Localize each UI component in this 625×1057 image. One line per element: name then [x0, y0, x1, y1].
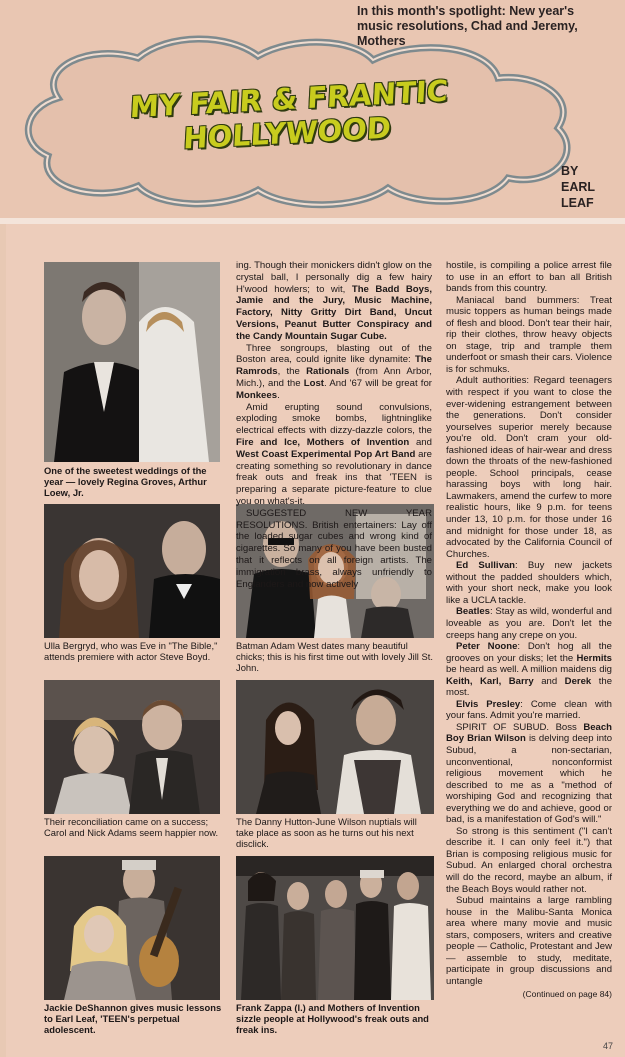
text-run: . And '67 will be great for — [324, 377, 433, 389]
paragraph — [446, 641, 612, 699]
text-run: are creating something so revolutionary in dance freak outs and freak ins that 'TEEN is preparing a separate picture-feature to clue you on what's-it. — [236, 448, 432, 507]
paragraph — [446, 606, 612, 641]
article-column-right — [446, 260, 612, 1001]
text-run: the most. — [446, 675, 612, 699]
photo-ulla-steve — [44, 504, 220, 638]
photo-jackie-deshannon — [44, 856, 220, 1000]
text-run: Three songroups, blasting out of the Boston area, could ignite like dynamite: — [236, 342, 432, 366]
text-run: : Come clean with your fans. Admit you're married. — [446, 698, 612, 722]
article-column-middle — [236, 260, 432, 590]
text-run-bold: Elvis Presley — [456, 698, 521, 710]
text-run: and — [533, 675, 565, 687]
byline-first-name: EARL — [561, 180, 596, 194]
text-run: and — [409, 436, 432, 448]
text-run-bold: Hermits — [576, 652, 612, 664]
caption-jackie-deshannon: Jackie DeShannon gives music lessons to Earl Leaf, 'TEEN's perpetual adolescent. — [44, 1002, 222, 1036]
article-header — [0, 0, 625, 218]
text-run: ing. Though their monickers didn't glow on the crystal ball, I personally dig a few hairy H'wood howlers; to wit, — [236, 260, 432, 295]
magazine-page — [6, 224, 625, 1057]
text-run: (from Ann Arbor, Mich.), and the — [236, 366, 432, 389]
paragraph: Adult authorities: Regard teenagers with respect if you want to close the ever-widening estrangement between the generations. Don't consider yourselves superior merely because you're old. Don't cram your old-fashioned ideas of hair-wear and dress down the throats of the new-fashioned people. School principals, cease harassing boys with long hair. Lawmakers, amend the curfew to more realistic hours, like 9 p.m. for teens under 13, 10 p.m. for those under 16 and midnight for those under 18, as advocated by the California Council of Churches. — [446, 375, 612, 560]
photo-danny-june — [236, 680, 434, 814]
paragraph: SUGGESTED NEW YEAR RESOLUTIONS. British entertainers: Lay off the loaded sugar cubes and wrong kind of cigarettes. So many of you have been busted that it reflects on all foreign artists. The immigration brass, always unfriendly to Englanders and now actively — [236, 507, 432, 590]
text-run: is delving deep into Subud, a non-sectarian, unconventional, nonconformist religious movement which he described to me as a "method of worshiping God and recognizing that everything we do and achieve, good or bad, is a manifestation of God's will." — [446, 733, 613, 826]
paragraph: So strong is this sentiment ("I can't describe it. I can only feel it.") that Brian is composing religious music for Subud. An enlarged choral orchestra will do the record, maybe an album, if the Beach Boys would rather not. — [446, 825, 612, 895]
text-run-bold: Fire and Ice, Mothers of Invention — [236, 436, 410, 448]
paragraph: Maniacal band bummers: Treat music toppers as human beings made of flesh and blood. Don't tear their hair, rip their clothes, throw heavy objects on stage, trip and trample them underfoot or smash their cars. Violence is for schmuks. — [446, 294, 612, 375]
paragraph: hostile, is compiling a police arrest file to use in an effort to ban all British bands from this country. — [446, 260, 612, 295]
text-run: . — [277, 389, 280, 401]
byline-last-name: LEAF — [561, 196, 594, 210]
paragraph — [236, 402, 432, 508]
page-number: 47 — [602, 1041, 613, 1051]
text-run-bold: Monkees — [236, 389, 278, 401]
paragraph — [446, 699, 612, 722]
text-run: SPIRIT OF SUBUD. Boss — [456, 721, 584, 733]
paragraph — [446, 560, 612, 606]
caption-adam-west: Batman Adam West dates many beautiful chicks; this is his first time out with lovely Jill St. John. — [236, 640, 433, 674]
text-run-bold: Rationals — [306, 366, 350, 378]
text-run: : Stay as wild, wonderful and loveable as you are. Don't let the creeps hang any crepe on you. — [446, 606, 612, 641]
caption-ulla: Ulla Bergryd, who was Eve in "The Bible," attends premiere with actor Steve Boyd. — [44, 640, 218, 663]
text-run-bold: Peter Noone — [456, 641, 518, 653]
photo-carol-nick — [44, 680, 220, 814]
text-run: Amid erupting sound convulsions, exploding smoke bombs, lightninglike electrical effects with dizzy-dazzle colors, the — [236, 401, 432, 437]
text-run-bold: Beatles — [456, 606, 490, 618]
text-run-bold: Keith, Karl, Barry — [446, 675, 534, 687]
byline — [561, 163, 605, 211]
text-run: : Don't hog all the grooves on your disks; let the — [446, 641, 612, 664]
photo-frank-zappa — [236, 856, 434, 1000]
text-run-bold: Beach Boy Brian Wilson — [446, 721, 612, 745]
caption-carol-nick-text: Their reconciliation came on a success; Carol and Nick Adams seem happier now. — [44, 816, 219, 839]
text-run: be heard as well. A million maidens dig — [446, 664, 612, 676]
text-run-bold: The Badd Boys, Jamie and the Jury, Music Machine, Factory, Nitty Gritty Dirt Band, Uncut Versions, Peanut Butter Conspiracy and the Candy Mountain Sugar Cube. — [236, 283, 432, 342]
photo-wedding — [44, 262, 220, 462]
caption-carol-nick — [44, 816, 226, 838]
paragraph: Subud maintains a large rambling house in the Malibu-Santa Monica area where many movie and music stars, composers, writers and creative people — Catholic, Protestant and Jew — assemble to study, meditate, participate in group discussions and untangle — [446, 895, 612, 987]
text-run-bold: West Coast Experimental Pop Art Band — [236, 448, 416, 460]
text-run-bold: Derek — [564, 675, 592, 687]
paragraph — [236, 260, 432, 343]
article-title: MY FAIR & FRANTIC HOLLYWOOD — [129, 73, 449, 156]
continued-note: (Continued on page 84) — [522, 989, 612, 1000]
paragraph — [236, 343, 432, 402]
text-run-bold: Lost — [303, 377, 325, 389]
caption-danny-june: The Danny Hutton-June Wilson nuptials will take place as soon as he turns out his next disclick. — [236, 816, 417, 850]
caption-frank-zappa: Frank Zappa (l.) and Mothers of Invention sizzle people at Hollywood's freak outs and freak ins. — [236, 1002, 429, 1036]
caption-wedding: One of the sweetest weddings of the year — lovely Regina Groves, Arthur Loew, Jr. — [44, 465, 207, 499]
spotlight-teaser: In this month's spotlight: New year's music resolutions, Chad and Jeremy, Mothers — [357, 4, 578, 48]
text-run-bold: Ed Sullivan — [456, 560, 516, 572]
text-run: , the — [277, 366, 307, 378]
paragraph — [446, 722, 612, 826]
text-run-bold: The Ramrods — [236, 354, 432, 378]
byline-by: BY — [561, 164, 579, 178]
text-run: : Buy new jackets without the padded shoulders which, with your short neck, make you look like a UCLA tackle. — [446, 560, 612, 606]
